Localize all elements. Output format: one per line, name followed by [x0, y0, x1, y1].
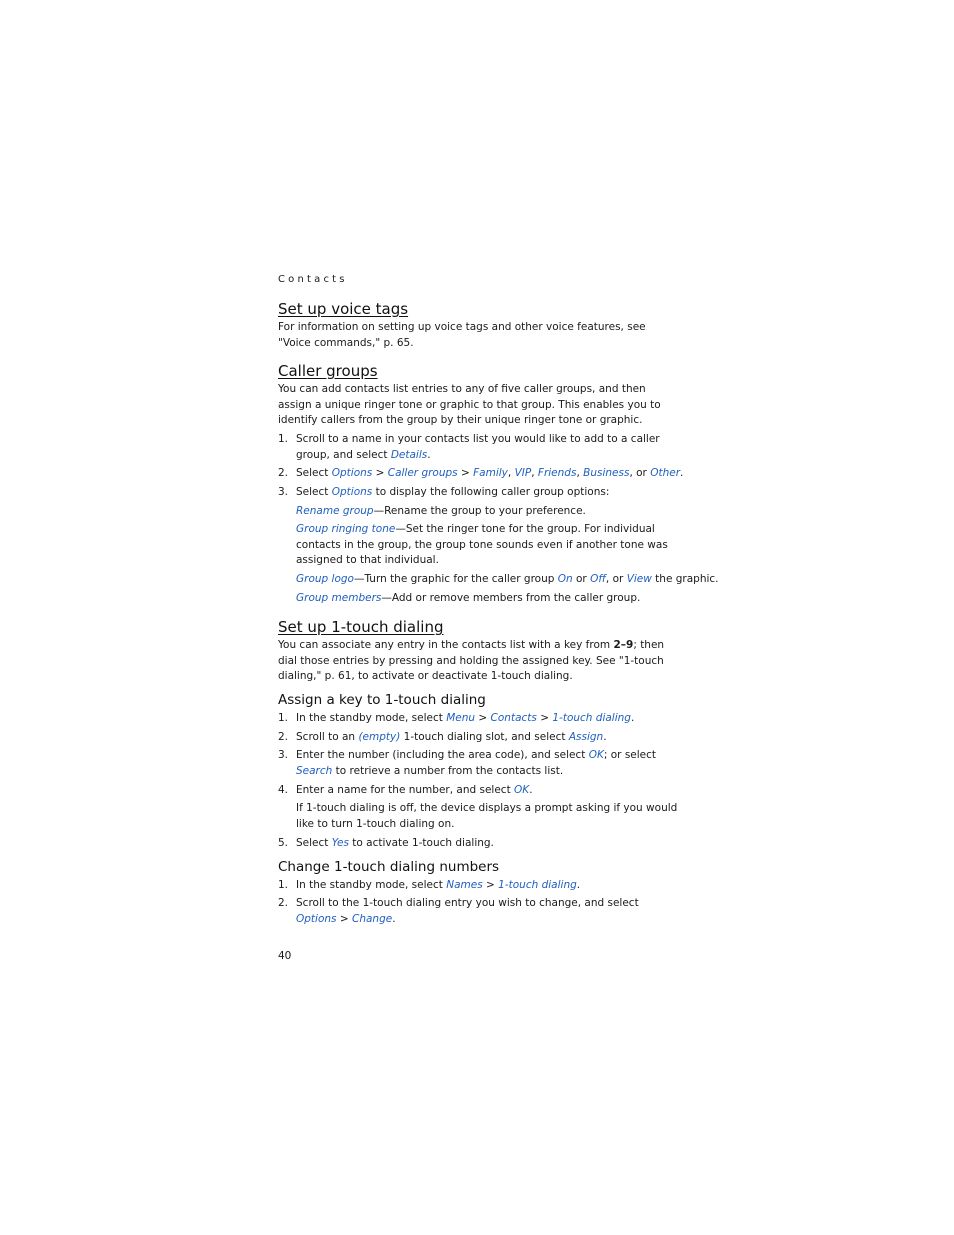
other-link[interactable]: Other [650, 467, 681, 479]
option-group-ringing-tone: Group ringing tone—Set the ringer tone for the group. For individual contacts in the group, the group tone sounds even if another tone was assigned to that individual. [296, 523, 668, 567]
contacts-link[interactable]: Contacts [490, 712, 537, 724]
options-link[interactable]: Options [331, 467, 373, 479]
ok-link-2[interactable]: OK [514, 784, 530, 796]
friends-link[interactable]: Friends [537, 467, 577, 479]
family-link[interactable]: Family [473, 467, 508, 479]
assign-link[interactable]: Assign [568, 731, 604, 743]
heading-voice-tags: Set up voice tags [278, 300, 409, 318]
option-rename-group: Rename group—Rename the group to your preference. [296, 505, 586, 517]
heading-1-touch-dialing: Set up 1-touch dialing [278, 618, 444, 636]
names-link[interactable]: Names [446, 879, 483, 891]
yes-link[interactable]: Yes [331, 837, 349, 849]
page-number: 40 [278, 950, 292, 962]
business-link[interactable]: Business [583, 467, 630, 479]
heading-change-numbers: Change 1-touch dialing numbers [278, 859, 500, 875]
heading-caller-groups: Caller groups [278, 362, 378, 380]
details-link[interactable]: Details [390, 448, 428, 461]
group-ringing-tone-link[interactable]: Group ringing tone [296, 523, 396, 535]
rename-group-link[interactable]: Rename group [296, 505, 374, 517]
menu-link[interactable]: Menu [446, 712, 476, 724]
option-group-logo: Group logo—Turn the graphic for the caller group On or Off, or View the graphic. [296, 573, 719, 585]
options-link-2[interactable]: Options [331, 486, 373, 498]
view-link[interactable]: View [626, 573, 652, 585]
group-members-link[interactable]: Group members [296, 592, 382, 604]
group-logo-link[interactable]: Group logo [296, 573, 354, 585]
ok-link[interactable]: OK [588, 749, 604, 761]
one-touch-intro: You can associate any entry in the contacts list with a key from 2–9; then dial those entries by pressing and holding the assigned key. See "1-touch dialing," p. 61, to activate or deactivate 1-touch dialing. [278, 639, 665, 683]
change-link[interactable]: Change [352, 912, 393, 925]
caller-groups-link[interactable]: Caller groups [387, 467, 458, 479]
voice-tags-body: For information on setting up voice tags and other voice features, see "Voice commands," p. 65. [278, 321, 646, 349]
heading-assign-key: Assign a key to 1-touch dialing [278, 692, 486, 708]
empty-slot-link[interactable]: (empty) [358, 731, 401, 743]
vip-link[interactable]: VIP [514, 467, 532, 479]
options-link-3[interactable]: Options [296, 912, 337, 925]
running-header: Contacts [278, 274, 348, 285]
one-touch-dialing-link[interactable]: 1-touch dialing [552, 712, 631, 724]
search-link[interactable]: Search [296, 764, 333, 777]
one-touch-dialing-link-2[interactable]: 1-touch dialing [498, 879, 577, 891]
off-link[interactable]: Off [590, 573, 606, 585]
caller-groups-intro: You can add contacts list entries to any of five caller groups, and then assign a unique ringer tone or graphic to that group. This enables you to identify callers from the group by their unique ringer tone or graphic. [278, 383, 661, 427]
on-link[interactable]: On [557, 573, 573, 585]
option-group-members: Group members—Add or remove members from the caller group. [296, 592, 641, 604]
assign-note: If 1-touch dialing is off, the device displays a prompt asking if you would like to turn 1-touch dialing on. [296, 802, 678, 830]
